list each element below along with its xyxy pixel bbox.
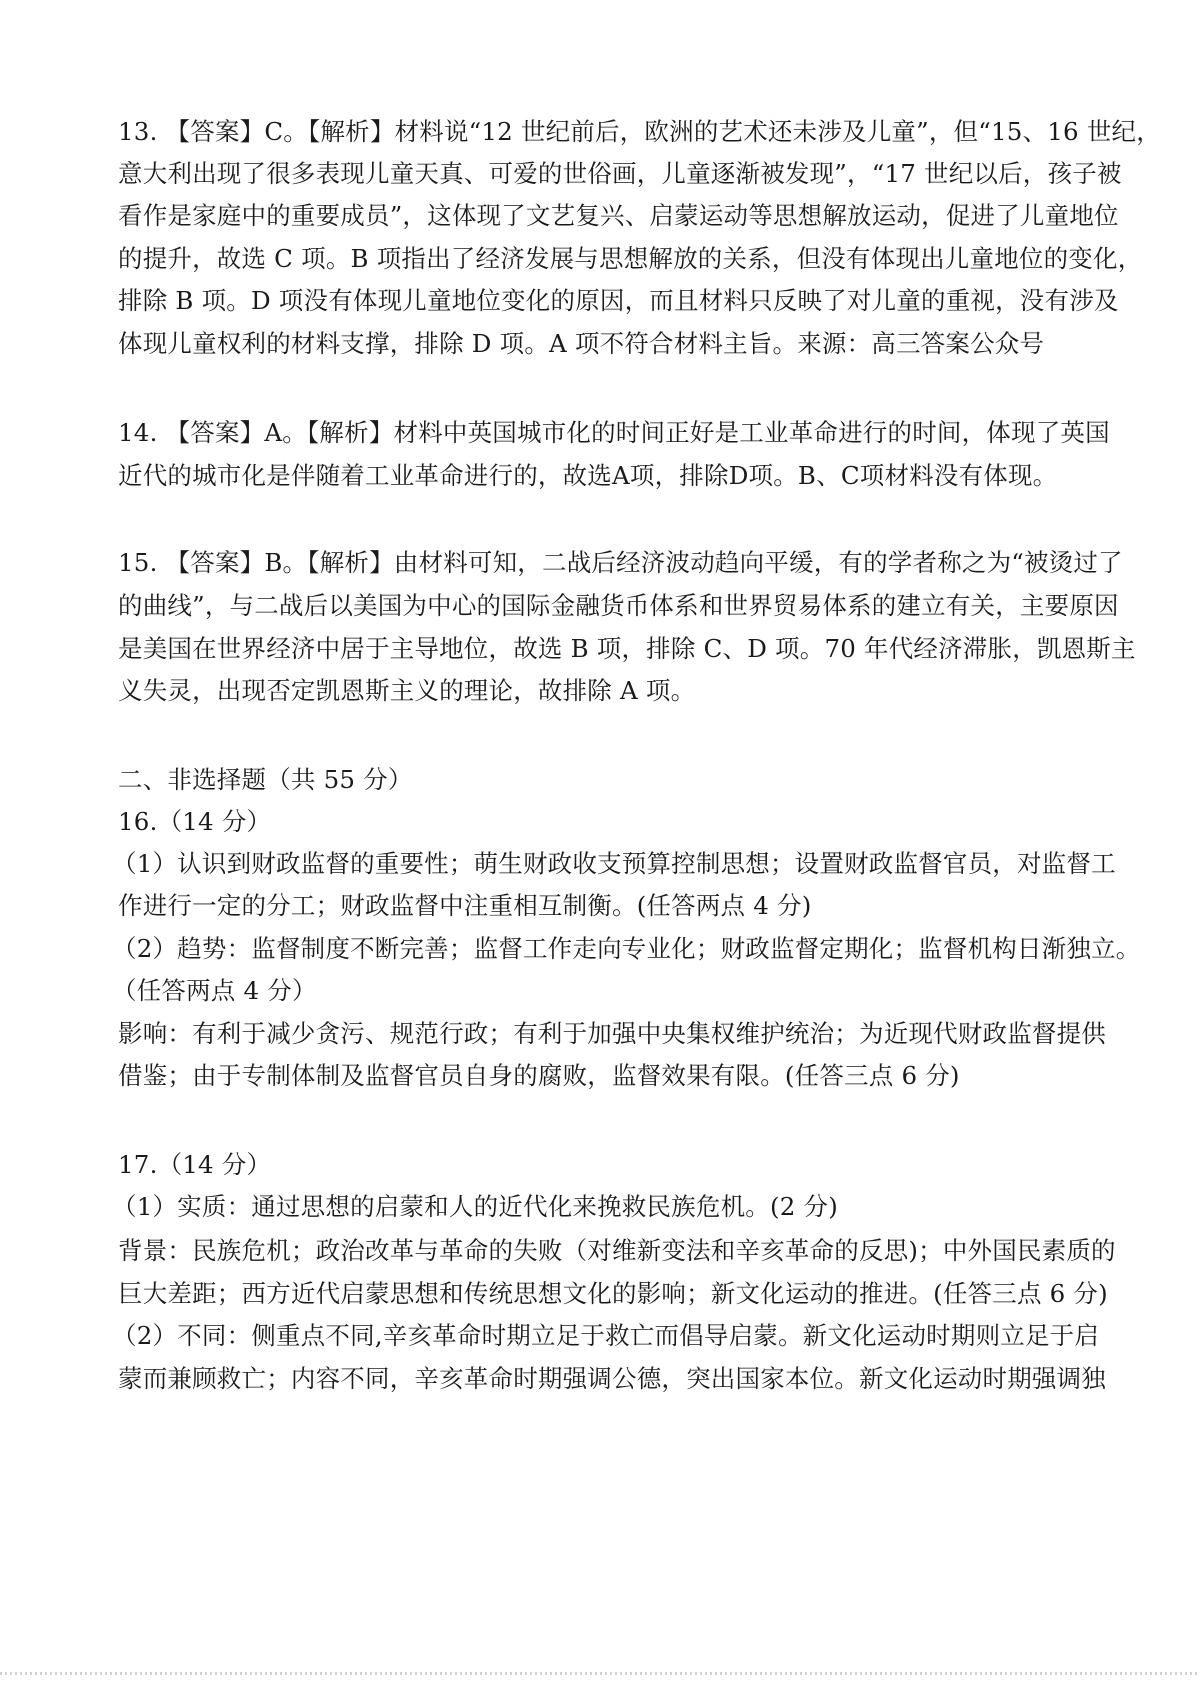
answer-16-line-6: 借鉴；由于专制体制及监督官员自身的腐败，监督效果有限。(任答三点 6 分): [118, 1061, 960, 1090]
answer-16-line-1: （1）认识到财政监督的重要性；萌生财政收支预算控制思想；设置财政监督官员，对监督工: [112, 849, 1116, 878]
answer-15-line-3: 是美国在世界经济中居于主导地位，故选 B 项，排除 C、D 项。70 年代经济滞胀，凯恩斯主: [118, 634, 1136, 663]
answer-15-line-4: 义失灵，出现否定凯恩斯主义的理论，故排除 A 项。: [118, 676, 696, 705]
answer-15-line-1: 15. 【答案】B。【解析】由材料可知，二战后经济波动趋向平缓，有的学者称之为“被烫过了: [118, 548, 1123, 577]
answer-14-line-1: 14. 【答案】A。【解析】材料中英国城市化的时间正好是工业革命进行的时间，体现了英国: [118, 418, 1110, 447]
answer-15-line-2: 的曲线”，与二战后以美国为中心的国际金融货币体系和世界贸易体系的建立有关，主要原因: [118, 591, 1119, 620]
scan-edge-divider: [0, 1672, 1200, 1675]
answer-16-line-2: 作进行一定的分工；财政监督中注重相互制衡。(任答两点 4 分): [118, 891, 812, 920]
answer-16-line-3: （2）趋势：监督制度不断完善；监督工作走向专业化；财政监督定期化；监督机构日渐独立。: [112, 934, 1141, 963]
section-heading: 二、非选择题（共 55 分）: [118, 765, 413, 794]
answer-13-line-6: 体现儿童权利的材料支撑，排除 D 项。A 项不符合材料主旨。来源：高三答案公众号: [118, 329, 1045, 358]
answer-14-line-2: 近代的城市化是伴随着工业革命进行的，故选A项，排除D项。B、C项材料没有体现。: [118, 461, 1058, 490]
answer-13-line-1: 13. 【答案】C。【解析】材料说“12 世纪前后，欧洲的艺术还未涉及儿童”，但“15、16 世纪，: [118, 117, 1161, 146]
answer-16-title: 16.（14 分）: [118, 807, 272, 836]
answer-13-line-3: 看作是家庭中的重要成员”，这体现了文艺复兴、启蒙运动等思想解放运动，促进了儿童地位: [118, 201, 1119, 230]
answer-16-line-4: （任答两点 4 分）: [112, 976, 317, 1005]
answer-17-line-3: 巨大差距；西方近代启蒙思想和传统思想文化的影响；新文化运动的推进。(任答三点 6 分): [118, 1279, 1108, 1308]
answer-17-line-4: （2）不同：侧重点不同,辛亥革命时期立足于救亡而倡导启蒙。新文化运动时期则立足于启: [112, 1321, 1100, 1350]
answer-13-line-4: 的提升，故选 C 项。B 项指出了经济发展与思想解放的关系，但没有体现出儿童地位的变化，: [118, 244, 1143, 273]
answer-17-line-2: 背景：民族危机；政治改革与革命的失败（对维新变法和辛亥革命的反思)；中外国民素质的: [118, 1236, 1116, 1265]
answer-17-line-1: （1）实质：通过思想的启蒙和人的近代化来挽救民族危机。(2 分): [112, 1192, 838, 1221]
answer-13-line-2: 意大利出现了很多表现儿童天真、可爱的世俗画，儿童逐渐被发现”，“17 世纪以后，孩子被: [118, 159, 1122, 188]
answer-13-line-5: 排除 B 项。D 项没有体现儿童地位变化的原因，而且材料只反映了对儿童的重视，没有涉及: [118, 286, 1119, 315]
answer-16-line-5: 影响：有利于减少贪污、规范行政；有利于加强中央集权维护统治；为近现代财政监督提供: [118, 1019, 1106, 1048]
answer-17-line-5: 蒙而兼顾救亡；内容不同，辛亥革命时期强调公德，突出国家本位。新文化运动时期强调独: [118, 1364, 1106, 1393]
answer-17-title: 17.（14 分）: [118, 1150, 272, 1179]
